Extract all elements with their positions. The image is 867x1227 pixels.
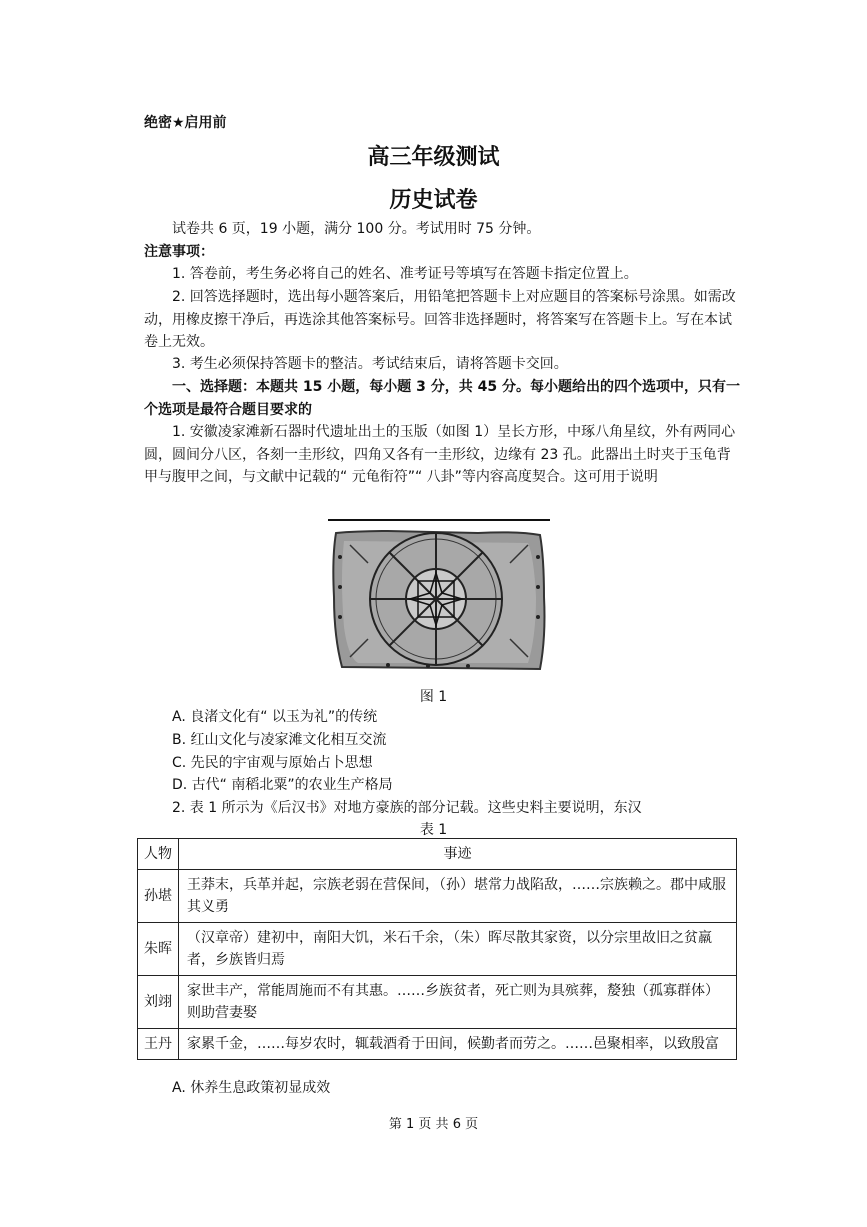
section-heading: 一、选择题：本题共 15 小题，每小题 3 分，共 45 分。每小题给出的四个选项中，只有一个选项是最符合题目要求的 (144, 379, 740, 418)
exam-intro: 试卷共 6 页，19 小题，满分 100 分。考试用时 75 分钟。 (172, 221, 541, 237)
option-a: A. 休养生息政策初显成效 (172, 1080, 331, 1096)
column-header: 事迹 (179, 839, 737, 870)
person-cell: 刘翊 (138, 976, 179, 1029)
person-cell: 孙堪 (138, 870, 179, 923)
option-d: D. 古代“ 南稻北粟”的农业生产格局 (172, 777, 393, 793)
confidential-label: 绝密★启用前 (144, 115, 227, 131)
person-cell: 朱晖 (138, 923, 179, 976)
notice-item: 1. 答卷前，考生务必将自己的姓名、准考证号等填写在答题卡指定位置上。 (172, 266, 638, 282)
question-stem: 1. 安徽凌家滩新石器时代遗址出土的玉版（如图 1）呈长方形，中琢八角星纹，外有两同心圆，圆间分八区，各刻一圭形纹，四角又各有一圭形纹，边缘有 23 孔。此器出土时夹于玉龟背甲与腹甲之间，与文献中记载的“ 元龟衔符”“ 八卦”等内容高度契合。这可用于说明 (144, 424, 736, 485)
table-row (138, 976, 737, 1029)
table-caption: 表 1 (419, 822, 448, 838)
table-row (138, 923, 737, 976)
page-title: 高三年级测试 (367, 145, 500, 170)
deeds-cell: 家累千金，……每岁农时，辄载酒肴于田间，候勤者而劳之。……邑聚相率，以致殷富 (179, 1029, 737, 1060)
notice-item: 3. 考生必须保持答题卡的整洁。考试结束后，请将答题卡交回。 (172, 356, 568, 372)
records-table (137, 838, 737, 1060)
person-cell: 王丹 (138, 1029, 179, 1060)
notice-heading: 注意事项： (144, 244, 214, 260)
jade-tablet-figure (328, 517, 550, 673)
option-c: C. 先民的宇宙观与原始占卜思想 (172, 755, 373, 771)
figure-caption: 图 1 (419, 689, 448, 705)
option-a: A. 良渚文化有“ 以玉为礼”的传统 (172, 709, 378, 725)
option-b: B. 红山文化与凌家滩文化相互交流 (172, 732, 387, 748)
column-header: 人物 (138, 839, 179, 870)
notice-item: 2. 回答选择题时，选出每小题答案后，用铅笔把答题卡上对应题目的答案标号涂黑。如需改动，用橡皮擦干净后，再选涂其他答案标号。回答非选择题时，将答案写在答题卡上。写在本试卷上无效。 (144, 289, 736, 350)
deeds-cell: （汉章帝）建初中，南阳大饥，米石千余，（朱）晖尽散其家资，以分宗里故旧之贫羸者，乡族皆归焉 (179, 923, 737, 976)
page-footer: 第 1 页 共 6 页 (388, 1117, 479, 1132)
table-row (138, 1029, 737, 1060)
table-header-row (138, 839, 737, 870)
deeds-cell: 家世丰产，常能周施而不有其惠。……乡族贫者，死亡则为具殡葬，嫠独（孤寡群体）则助营妻娶 (179, 976, 737, 1029)
page-subtitle: 历史试卷 (389, 188, 478, 213)
table-row (138, 870, 737, 923)
question-stem: 2. 表 1 所示为《后汉书》对地方豪族的部分记载。这些史料主要说明，东汉 (172, 800, 642, 816)
deeds-cell: 王莽末，兵革并起，宗族老弱在营保间，（孙）堪常力战陷敌，……宗族赖之。郡中咸服其义勇 (179, 870, 737, 923)
